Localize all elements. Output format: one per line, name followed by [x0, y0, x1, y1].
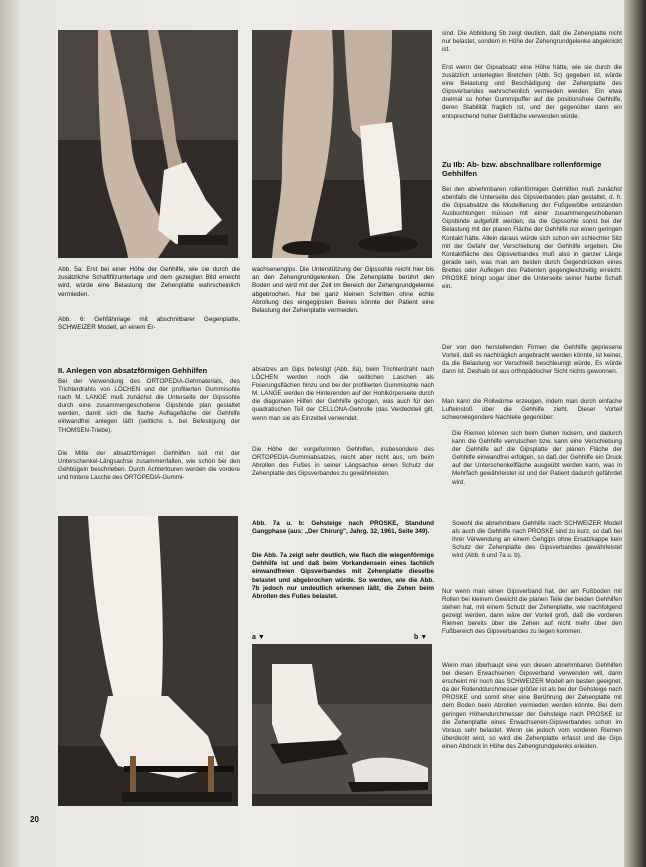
col1-paragraph-2: Die Mitte der absatzförmigen Gehhilfen soll mit der Unterschenkel-Längsachse zusammenfallen, wie schon bei den Gehbügeln beschrieben. Durch Achtertouren werden die vordere und hintere Lasche des ORTOPEDIA-Gummi- — [58, 450, 240, 482]
photo-leg-heel-cast — [58, 30, 238, 258]
col2-paragraph-2: Die Höhe der vorgeformten Gehhilfen, insbesondere des ORTOPEDIA-Gummiabsatzes, reicht aber nicht aus, um beim Abrollen des Fußes in seiner Längsachse einen Schutz der Zehenplatte des Gipsverbandes zu gewährleisten. — [252, 446, 434, 478]
col3-paragraph-6: Wenn man überhaupt eine von diesen abnehmbaren Gehhilfen bei diesen Erwachsenen Gipsverband verwenden will, dann erscheint mir noch das SCHWEIZER Modell am besten geeignet, da der Rollenddurchmesser größer ist als bei der Gehsteige nach PROSKE und somit eher eine Berührung der Zehenplatte mit dem Boden beim Abrollen vermieden werden könnte. Bei dem geringen Höhendurchmesser der Gehsteige nach PROSKE ist die Zehenplatte eines Erwachsenen-Gipsverbandes schon im Voraus sehr belastet. Wenn sie jedoch vom vorderen Riemen überdeckt wird, so wird die Zehenplatte erfasst und die Gips einen Abdruck in Höhe des Zehengrundgelenks erleiden. — [442, 662, 622, 750]
photo-feet-shoes — [252, 644, 432, 806]
col3-paragraph-3: Der von den herstellenden Firmen die Gehhilfe gepriesene Vorteil, daß es nachträglich angebracht werden könnte, ist keiner, da die Belastung vor Verschleiß beschleunigt würde. Es würde dann ist. Deshalb ist aus orthopädischer Sicht nichts gewonnen. — [442, 344, 622, 376]
col1-paragraph-1: Bei der Verwendung des ORTOPEDIA-Gehmaterials, des Trichterdrahts von LÖCHEN und der profilierten Gummisohle nach M. LANGE muß zunächst die Unterseite der Gipssohle durch eine zusammengeschobene Gipsbinde plan gestaltet werden, damit sich die flache Auflagefläche der Gehhilfe einwandfrei anlegen läßt (seitlichs s. bei Befestigung der THOMSEN-Triebe). — [58, 378, 240, 434]
arrow-label-a: a ▼ — [252, 634, 265, 641]
col2-paragraph-1: absatzes am Gips befestigt (Abb. 8a), beim Trichterdraht nach LÖCHEN werden noch die seitlichen Laschen als Fixierungsflächen hinzu und bei der profilierten Gummisohle nach M. LANGE werden die Hinterenden auf der Hohlkörperseite durch die diagonalen Hilfen der Gehhilfe gezogen, was auch für den quadratischen Teil der CELLONA-Gehrolle (das Verdeckteil gilt, wenn man sie als Einzelteil verwendet. — [252, 366, 434, 422]
page-number: 20 — [30, 815, 39, 824]
caption-abb7: Abb. 7a u. b: Gehsteige nach PROSKE, Standund Gangphase (aus: „Der Chirurg", Jahrg. 32, 1961, Seite 349). — [252, 520, 434, 536]
heading-section-ii: II. Anlegen von absatzförmigen Gehhilfen — [58, 366, 208, 375]
photo-legs-sandals — [252, 30, 432, 258]
heading-section-iib: Zu IIb: Ab- bzw. abschnallbare rollenförmige Gehhilfen — [442, 160, 602, 179]
col3-list-item-1: Die Riemen können sich beim Gehen lockern, und dadurch kann die Gehhilfe verrutschen bzw. kann eine Verschiebung der Gehhilfe auf die Gipsplatte der planen Fläche der Gehhilfe einwandfrei erfolgen, so daß der Gehhilfe ein Druck auf der Unterschenkelfläche ausgeübt werden kann, was in Mehrfach gewährleistet ist und der Patient dadurch gefährdet wird. — [452, 430, 622, 486]
col3-paragraph-1: Erst wenn der Gipsabsatz eine Höhe hätte, wie sie durch die zusätzlich unterlegten Bretchen (Abb. 5c) gegeben ist, würde eine Belastung und Beschädigung der Zehenplatte des Gipsverbandes wahrscheinlich vermieden werden. Ein etwa dreimal so hoher Gummipuffer auf die positionsfreie Gehhilfe, deren Stabilität fraglich ist, und der gegenüber dann ein entsprechend hoher Gehfläche verwenden würde. — [442, 64, 622, 120]
caption-abb5b: Abb. 6: Gehfähnlage mit abschnitbarer Gegenplatte, SCHWEIZER Modell, an einem Er- — [58, 316, 240, 332]
caption-abb5a: Abb. 5a: Erst bei einer Höhe der Gehhilfe, wie sie durch die zusätzliche Schaftfilzunterlage und dem gezeigten Bild erreicht wird, würde eine Belastung der Zehenplatte wahrscheinlich vermieden. — [58, 266, 240, 298]
arrow-label-b: b ▼ — [414, 634, 428, 641]
col3-paragraph-4: Man kann die Rollwärme erzeugen, indem man durch einfache Lufteinstoß über die Gehhilfe zieht. Dieser Vorteil schwerwiegendere Nachteile gegenüber: — [442, 398, 622, 422]
caption-abb7-text: Die Abb. 7a zeigt sehr deutlich, wie flach die wiegenförmige Gehhilfe ist und daß beim Vorkandensein eines fachlich einwandfreien Gipsverbandes mit Zehenplatte dieselbe belastet und abgebrochen würde. So werden, wie die Abb. 7b jedoch nur undeutlich erkennen läßt, die Zehen beim Abrollen des Fußes belastet. — [252, 552, 434, 601]
page-left-edge — [0, 0, 20, 867]
col3-paragraph-5: Nur wenn man einen Gipsverband hat, der am Fußboden mit Rollen bei kleinem Gewicht die planen Teile der beiden Gehhilfen stehen hat, mit einem Schutz der Zehenplatte, wie nachfolgend gezeigt werden, dann wäre der Vorteil groß, daß die vorderen Riemen bereits über die Zehen auf nicht mehr über den Fußbereich des Gipsverbandes zu liegen kommen. — [442, 588, 622, 636]
col3-paragraph-2: Bei den abnehmbaren rollenförmigen Gehhilfen muß zunächst ebenfalls die Unterseite des Gipsverbandes plan gestaltet, d. h. die Gipsabsätze die Modellierung der Fußgewölbe entstanden Ausbuchtungen müssen mit einer zusammengeschobenen Gipsbinde aufgefüllt werden, da die Gipssohle sonst bei der Belastung mit der planen Fläche der Gehhilfe nur einen geringen Kontakt hätte. Allein daraus würde sich schon ein schlechter Sitz mit der Gefahr der Verschiebung der Gehhilfe ergeben. Die Kontaktfläche des Gipsverbandes muß also in ganzer Länge gerade sein, was man am besten durch Gegendrücken eines Brettes oder Auflegen des Patienten gegengleichzeitig erreicht. PROSKE bringt sogar über die Unterseite seiner Narbe Schaft ein. — [442, 186, 622, 291]
photo-leg-full-cast — [58, 516, 238, 806]
caption-abb5c: wachsenengips. Die Unterstützung der Gipssohle reicht hier bis an den Zehengrundgelenken. Die Zehenplatte berührt den Boden und wird mit der Zeit im Bereich der Zehengrundgelenke abgebrochen. Nur bei ganz kleinen Schritten ohne echte Abrollung des eingegipsten Beines könnte der Patient eine Belastung der Zehenplatte vermeiden. — [252, 266, 434, 315]
page-right-edge — [624, 0, 646, 867]
col3-list-item-2: Sowohl die abnehmbare Gehhilfe nach SCHWEIZER Modell als auch die Gehhilfe nach PROSKE sind zu kurz, so daß bei ihrer Verwendung an einem Gehgips ohne Ersatzkappe kein Schutz der Zehenplatte des Gipsverbandes gewährleistet wird (Abb. 6 und 7a u. b). — [452, 520, 622, 560]
col3-paragraph-0: sind. Die Abbildung 5b zeigt deutlich, daß die Zehenplatte nicht nur belastet, sondern in Höhe der Zehengrundgelenke abgeknickt ist. — [442, 30, 622, 54]
